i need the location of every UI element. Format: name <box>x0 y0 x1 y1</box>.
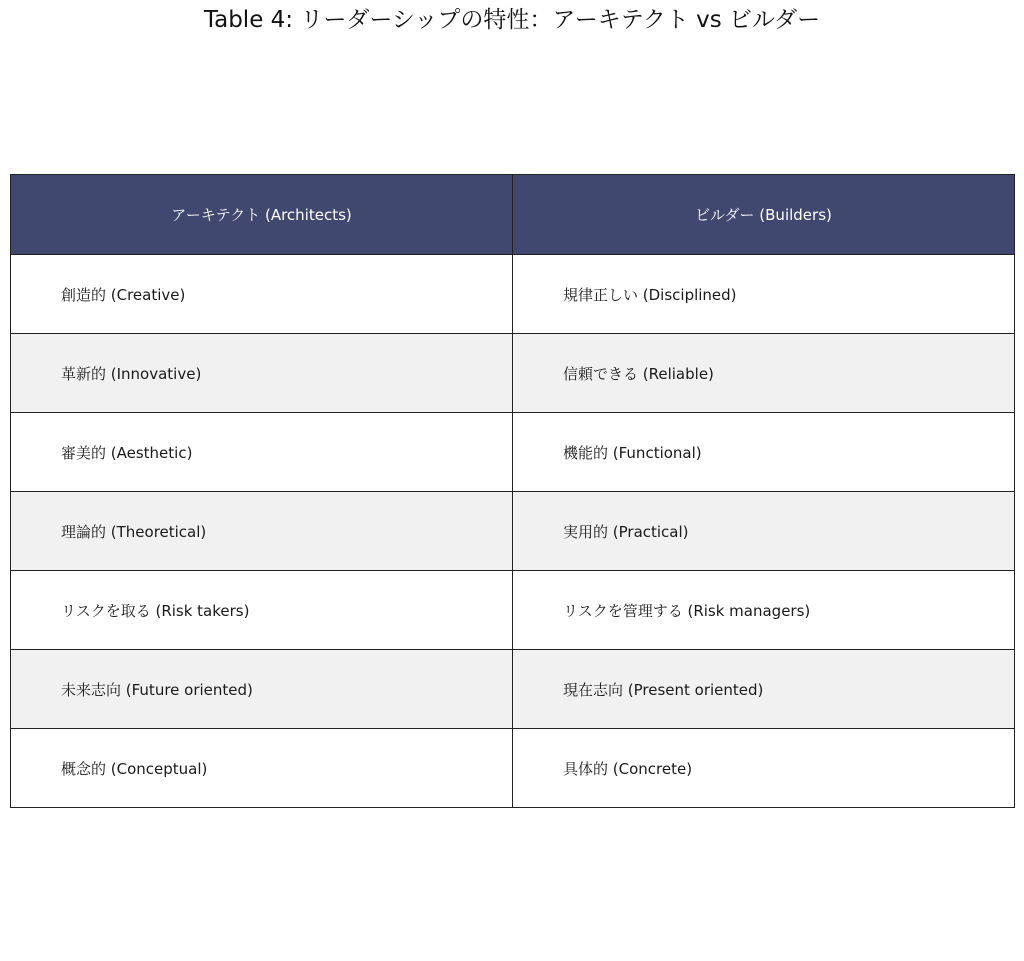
table-row <box>11 334 1015 413</box>
table-row <box>11 413 1015 492</box>
builder-trait-cell: 実用的 (Practical) <box>513 492 1015 571</box>
traits-table <box>10 174 1015 808</box>
architect-trait-cell: 審美的 (Aesthetic) <box>11 413 513 492</box>
builder-trait-cell: 機能的 (Functional) <box>513 413 1015 492</box>
builder-trait-cell: 規律正しい (Disciplined) <box>513 255 1015 334</box>
architect-trait-cell: 未来志向 (Future oriented) <box>11 650 513 729</box>
architect-trait-cell: 創造的 (Creative) <box>11 255 513 334</box>
architect-trait-cell: 革新的 (Innovative) <box>11 334 513 413</box>
column-header-architects: アーキテクト (Architects) <box>11 175 513 255</box>
builder-trait-cell: リスクを管理する (Risk managers) <box>513 571 1015 650</box>
architect-trait-cell: 概念的 (Conceptual) <box>11 729 513 808</box>
table-title: Table 4: リーダーシップの特性：アーキテクト vs ビルダー <box>203 7 821 33</box>
table-row <box>11 650 1015 729</box>
architect-trait-cell: 理論的 (Theoretical) <box>11 492 513 571</box>
table-row <box>11 571 1015 650</box>
table-row <box>11 492 1015 571</box>
builder-trait-cell: 具体的 (Concrete) <box>513 729 1015 808</box>
column-header-builders: ビルダー (Builders) <box>513 175 1015 255</box>
architect-trait-cell: リスクを取る (Risk takers) <box>11 571 513 650</box>
builder-trait-cell: 信頼できる (Reliable) <box>513 334 1015 413</box>
header-row <box>11 175 1015 255</box>
builder-trait-cell: 現在志向 (Present oriented) <box>513 650 1015 729</box>
table-row <box>11 729 1015 808</box>
table-row <box>11 255 1015 334</box>
